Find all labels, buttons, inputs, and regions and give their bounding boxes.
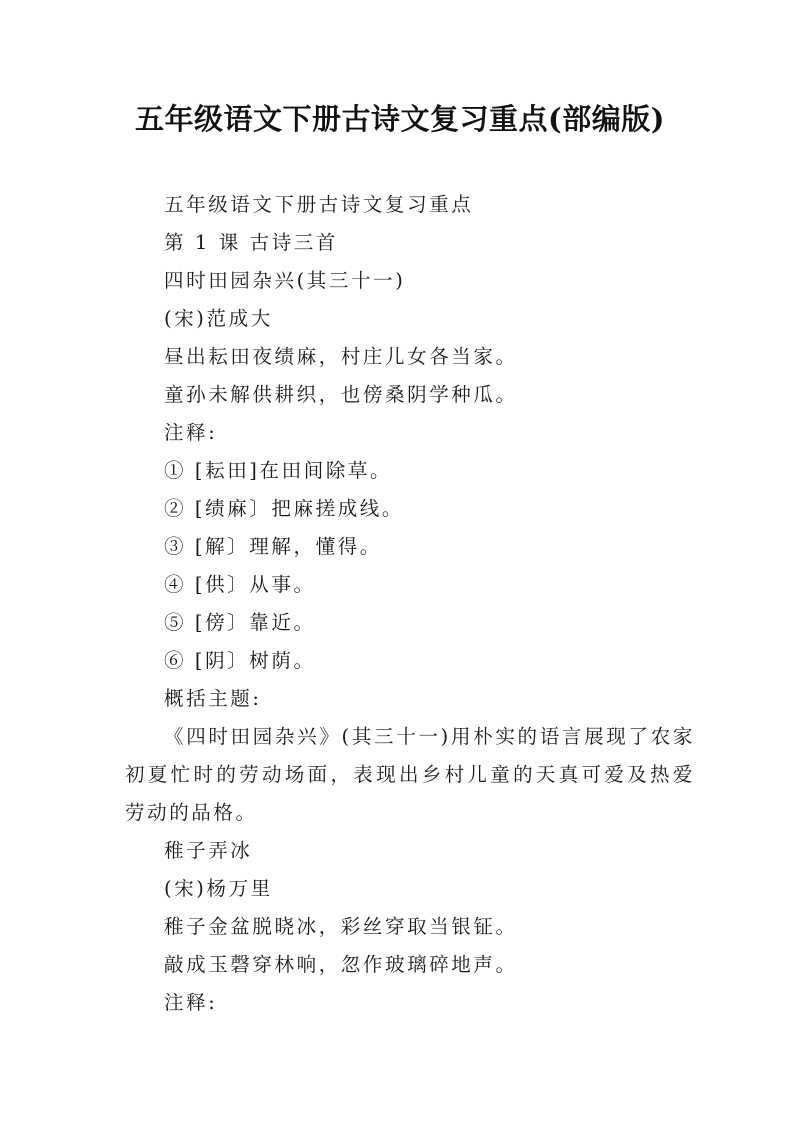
summary-paragraph: 《四时田园杂兴》(其三十一)用朴实的语言展现了农家初夏忙时的劳动场面，表现出乡村儿童的天真可爱及热爱劳动的品格。 bbox=[125, 725, 695, 824]
text-line: 第 1 课 古诗三首 bbox=[164, 231, 339, 254]
text-line: ⑤ [傍〕靠近。 bbox=[164, 611, 316, 634]
text-line: 敲成玉磬穿林响，忽作玻璃碎地声。 bbox=[164, 953, 518, 976]
text-line: 四时田园杂兴(其三十一) bbox=[164, 269, 406, 292]
text-line: 昼出耘田夜绩麻，村庄儿女各当家。 bbox=[164, 345, 518, 368]
text-line: 注释: bbox=[164, 421, 218, 444]
text-line: 稚子金盆脱晓冰，彩丝穿取当银钲。 bbox=[164, 915, 518, 938]
text-line: 童孙未解供耕织，也傍桑阴学种瓜。 bbox=[164, 383, 518, 406]
text-line: ① [耘田]在田间除草。 bbox=[164, 459, 393, 482]
document-title: 五年级语文下册古诗文复习重点(部编版) bbox=[135, 102, 665, 136]
document-body bbox=[125, 186, 695, 1022]
text-line: 注释: bbox=[164, 991, 218, 1014]
text-line: ③ [解〕理解，懂得。 bbox=[164, 535, 382, 558]
text-line: (宋)范成大 bbox=[164, 307, 273, 330]
text-line: 稚子弄冰 bbox=[164, 839, 253, 862]
text-line: 五年级语文下册古诗文复习重点 bbox=[164, 193, 474, 216]
text-line: ④ [供〕从事。 bbox=[164, 573, 316, 596]
text-line: (宋)杨万里 bbox=[164, 877, 273, 900]
text-line: 概括主题: bbox=[164, 687, 262, 710]
text-line: ② [绩麻〕把麻搓成线。 bbox=[164, 497, 405, 520]
text-line: ⑥ [阴〕树荫。 bbox=[164, 649, 316, 672]
